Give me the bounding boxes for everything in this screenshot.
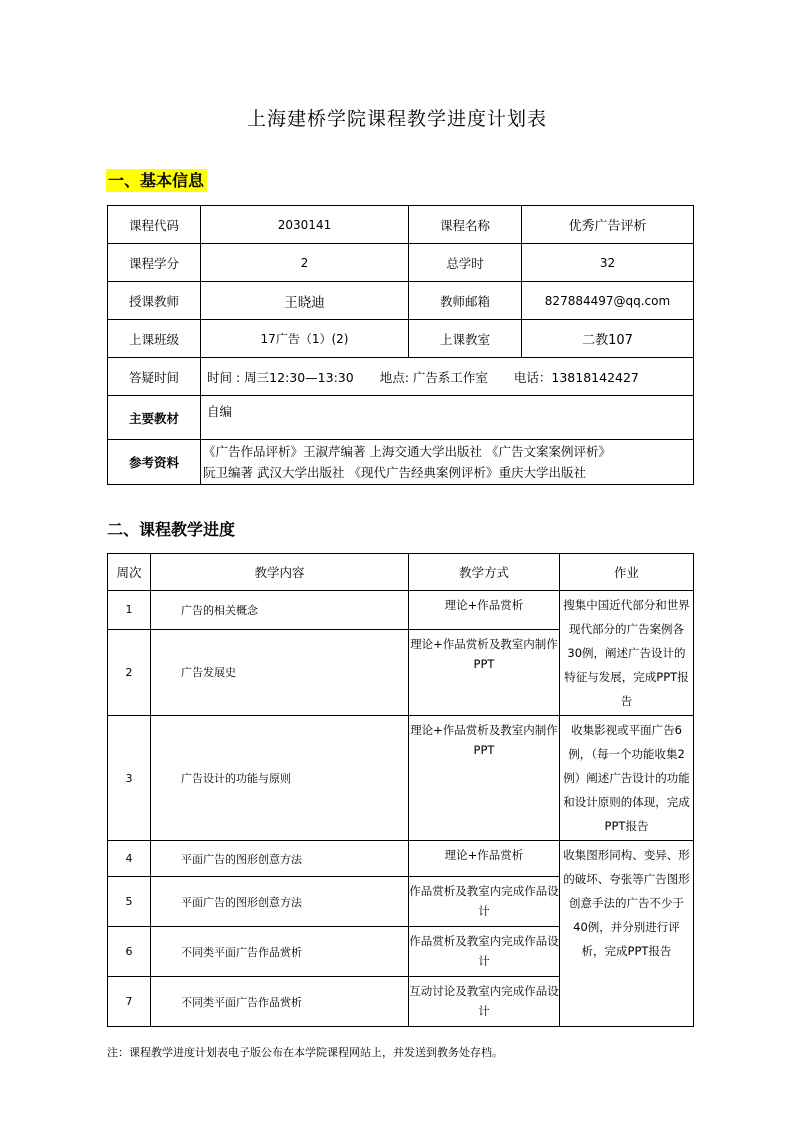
homework-cell: 收集影视或平面广告6例，（每一个功能收集2例）阐述广告设计的功能和设计原则的体现，完成PPT报告 <box>560 716 694 841</box>
classroom-value: 二教107 <box>522 320 694 358</box>
table-row <box>108 841 694 877</box>
teacher-value: 王晓迪 <box>201 282 409 320</box>
header-week: 周次 <box>108 554 151 591</box>
footnote: 注：课程教学进度计划表电子版公布在本学院课程网站上，并发送到教务处存档。 <box>107 1046 503 1059</box>
textbook-label: 主要教材 <box>108 396 201 440</box>
teaching-method: 理论+作品赏析及教室内制作PPT <box>409 629 560 715</box>
week-number: 3 <box>108 716 151 841</box>
header-homework: 作业 <box>560 554 694 591</box>
week-number: 6 <box>108 927 151 977</box>
credit-value: 2 <box>201 244 409 282</box>
teacher-label: 授课教师 <box>108 282 201 320</box>
teaching-method: 互动讨论及教室内完成作品设计 <box>409 977 560 1027</box>
teaching-content: 不同类平面广告作品赏析 <box>151 977 409 1027</box>
header-content: 教学内容 <box>151 554 409 591</box>
basic-info-table <box>107 205 694 485</box>
teaching-content: 平面广告的图形创意方法 <box>151 877 409 927</box>
teaching-content: 广告设计的功能与原则 <box>151 716 409 841</box>
schedule-table <box>107 553 694 1027</box>
week-number: 1 <box>108 591 151 630</box>
credit-label: 课程学分 <box>108 244 201 282</box>
table-row <box>108 440 694 485</box>
teaching-content: 平面广告的图形创意方法 <box>151 841 409 877</box>
homework-cell: 收集图形同构、变异、形的破坏、夸张等广告图形创意手法的广告不少于40例，并分别进行评析，完成PPT报告 <box>560 841 694 1027</box>
course-name-value: 优秀广告评析 <box>522 206 694 244</box>
section-heading-basic-info: 一、基本信息 <box>106 169 207 192</box>
teacher-email-label: 教师邮箱 <box>409 282 522 320</box>
teaching-method: 作品赏析及教室内完成作品设计 <box>409 877 560 927</box>
page-title: 上海建桥学院课程教学进度计划表 <box>246 108 547 130</box>
course-code-label: 课程代码 <box>108 206 201 244</box>
header-method: 教学方式 <box>409 554 560 591</box>
table-row <box>108 244 694 282</box>
course-name-label: 课程名称 <box>409 206 522 244</box>
qa-time: 时间 : 周三12:30—13:30 <box>207 369 354 385</box>
week-number: 5 <box>108 877 151 927</box>
teaching-content: 广告的相关概念 <box>151 591 409 630</box>
table-row <box>108 206 694 244</box>
class-value: 17广告（1）(2) <box>201 320 409 358</box>
qa-time-label: 答疑时间 <box>108 358 201 396</box>
table-row <box>108 591 694 630</box>
references-line: 阮卫编著 武汉大学出版社 《现代广告经典案例评析》重庆大学出版社 <box>203 465 586 480</box>
table-row <box>108 320 694 358</box>
teaching-content: 不同类平面广告作品赏析 <box>151 927 409 977</box>
teaching-method: 作品赏析及教室内完成作品设计 <box>409 927 560 977</box>
references-value <box>201 440 694 485</box>
table-row <box>108 396 694 440</box>
teaching-content: 广告发展史 <box>151 629 409 715</box>
qa-time-info <box>201 358 694 396</box>
references-line: 《广告作品评析》王淑芹编著 上海交通大学出版社 《广告文案案例评析》 <box>203 444 611 459</box>
table-row <box>108 716 694 841</box>
section-heading-schedule: 二、课程教学进度 <box>107 520 236 539</box>
class-label: 上课班级 <box>108 320 201 358</box>
week-number: 7 <box>108 977 151 1027</box>
course-code-value: 2030141 <box>201 206 409 244</box>
total-hours-label: 总学时 <box>409 244 522 282</box>
references-label: 参考资料 <box>108 440 201 485</box>
homework-cell: 搜集中国近代部分和世界现代部分的广告案例各30例，阐述广告设计的特征与发展，完成PPT报告 <box>560 591 694 716</box>
teaching-method: 理论+作品赏析 <box>409 591 560 630</box>
qa-phone: 电话：13818142427 <box>513 369 639 385</box>
textbook-value: 自编 <box>201 396 694 440</box>
teacher-email-value: 827884497@qq.com <box>522 282 694 320</box>
teaching-method: 理论+作品赏析 <box>409 841 560 877</box>
table-row <box>108 282 694 320</box>
classroom-label: 上课教室 <box>409 320 522 358</box>
table-header-row <box>108 554 694 591</box>
week-number: 4 <box>108 841 151 877</box>
total-hours-value: 32 <box>522 244 694 282</box>
teaching-method: 理论+作品赏析及教室内制作PPT <box>409 716 560 841</box>
week-number: 2 <box>108 629 151 715</box>
table-row <box>108 358 694 396</box>
qa-place: 地点: 广告系工作室 <box>379 369 488 385</box>
